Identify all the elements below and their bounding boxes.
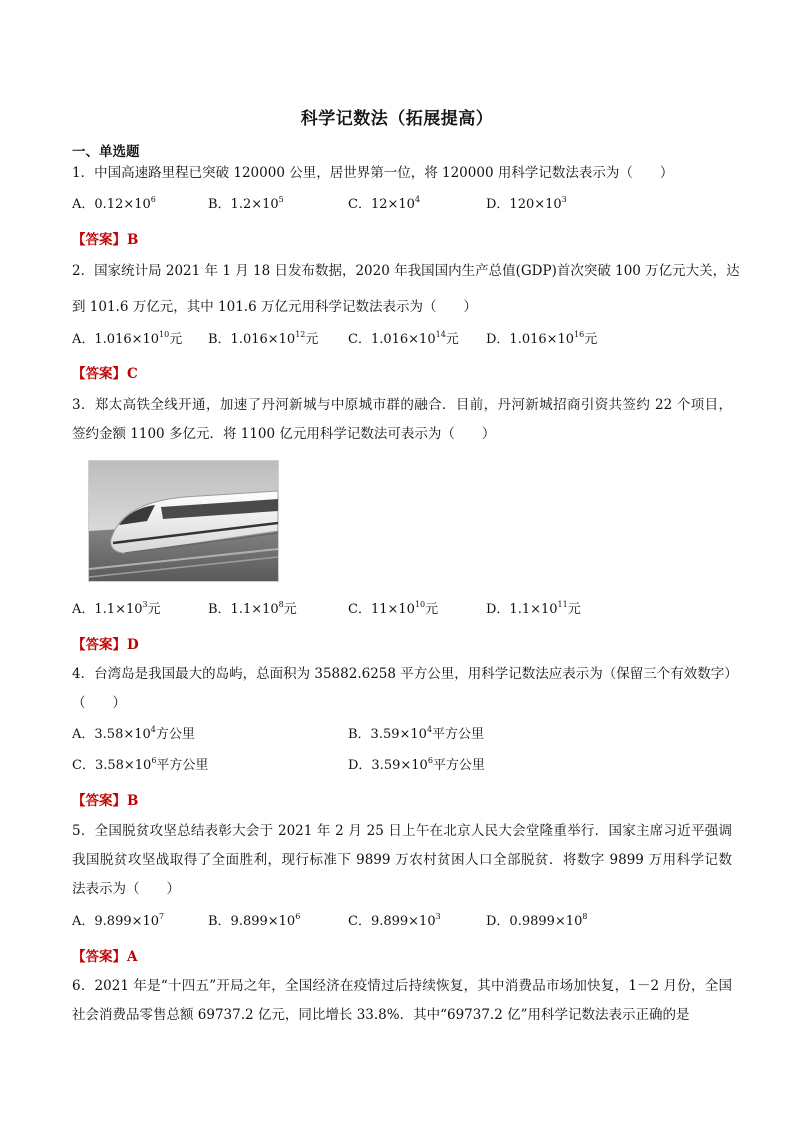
q2-option-a: A．$1.016\times 10^{10}$元 bbox=[72, 330, 183, 347]
q1-answer: 【答案】B bbox=[72, 232, 139, 248]
q1-option-d: D．$120\times 10^3$ bbox=[486, 195, 567, 212]
q4-option-c: C．$3.58\times 10^6$平方公里 bbox=[72, 756, 209, 773]
question-2-text-line1: 2．国家统计局 2021 年 1 月 18 日发布数据，2020 年我国国内生产总值(GDP)首次突破 100 万亿元大关，达 bbox=[72, 263, 740, 279]
question-3-text-line1: 3．郑太高铁全线开通，加速了丹河新城与中原城市群的融合．目前，丹河新城招商引资共签约 22 个项目， bbox=[72, 397, 732, 413]
q2-option-d: D．$1.016\times 10^{16}$元 bbox=[486, 330, 598, 347]
q3-option-d: D．$1.1\times 10^{11}$元 bbox=[486, 600, 581, 617]
question-5-text-line3: 法表示为（ ） bbox=[72, 881, 180, 897]
question-5-text-line2: 我国脱贫攻坚战取得了全面胜利，现行标准下 9899 万农村贫困人口全部脱贫．将数字 9899 万用科学记数 bbox=[72, 852, 732, 868]
high-speed-train-photo bbox=[88, 460, 279, 582]
question-5-text-line1: 5．全国脱贫攻坚总结表彰大会于 2021 年 2 月 25 日上午在北京人民大会堂隆重举行．国家主席习近平强调 bbox=[72, 823, 732, 839]
q3-option-a: A．$1.1\times 10^3$元 bbox=[72, 600, 161, 617]
q4-option-d: D．$3.59\times 10^6$平方公里 bbox=[348, 756, 485, 773]
q5-option-a: A．$9.899\times 10^7$ bbox=[72, 912, 165, 929]
q2-option-b: B．$1.016\times 10^{12}$元 bbox=[208, 330, 319, 347]
question-4-text-line1: 4．台湾岛是我国最大的岛屿，总面积为 35882.6258 平方公里，用科学记数法应表示为（保留三个有效数字） bbox=[72, 666, 738, 682]
question-2-text-line2: 到 101.6 万亿元，其中 101.6 万亿元用科学记数法表示为（ ） bbox=[72, 299, 477, 315]
question-3-text-line2: 签约金额 1100 多亿元．将 1100 亿元用科学记数法可表示为（ ） bbox=[72, 426, 496, 442]
section-heading: 一、单选题 bbox=[72, 144, 140, 160]
page-title: 科学记数法（拓展提高） bbox=[300, 109, 494, 129]
q4-option-a: A．$3.58\times 10^4$方公里 bbox=[72, 725, 195, 742]
question-6-text-line1: 6．2021 年是“十四五”开局之年，全国经济在疫情过后持续恢复，其中消费品市场加快复，1－2 月份，全国 bbox=[72, 978, 732, 994]
q1-option-a: A．$0.12\times 10^6$ bbox=[72, 195, 156, 212]
q5-answer: 【答案】A bbox=[72, 949, 138, 965]
q3-option-c: C．$11\times 10^{10}$元 bbox=[348, 600, 439, 617]
q4-option-b: B．$3.59\times 10^4$平方公里 bbox=[348, 725, 485, 742]
question-4-text-line2: （ ） bbox=[72, 695, 126, 711]
q1-option-b: B．$1.2\times 10^5$ bbox=[208, 195, 284, 212]
q2-answer: 【答案】C bbox=[72, 366, 138, 382]
q5-option-c: C．$9.899\times 10^3$ bbox=[348, 912, 441, 929]
q2-option-c: C．$1.016\times 10^{14}$元 bbox=[348, 330, 459, 347]
q1-option-c: C．$12\times 10^4$ bbox=[348, 195, 421, 212]
q4-answer: 【答案】B bbox=[72, 793, 139, 809]
question-1-text: 1．中国高速路里程已突破 120000 公里，居世界第一位，将 120000 用科学记数法表示为（ ） bbox=[72, 165, 674, 181]
q3-answer: 【答案】D bbox=[72, 637, 139, 653]
q5-option-b: B．$9.899\times 10^6$ bbox=[208, 912, 301, 929]
question-6-text-line2: 社会消费品零售总额 69737.2 亿元，同比增长 33.8%．其中“69737.2 亿”用科学记数法表示正确的是 bbox=[72, 1007, 690, 1023]
q5-option-d: D．$0.9899\times 10^8$ bbox=[486, 912, 588, 929]
q3-option-b: B．$1.1\times 10^8$元 bbox=[208, 600, 297, 617]
